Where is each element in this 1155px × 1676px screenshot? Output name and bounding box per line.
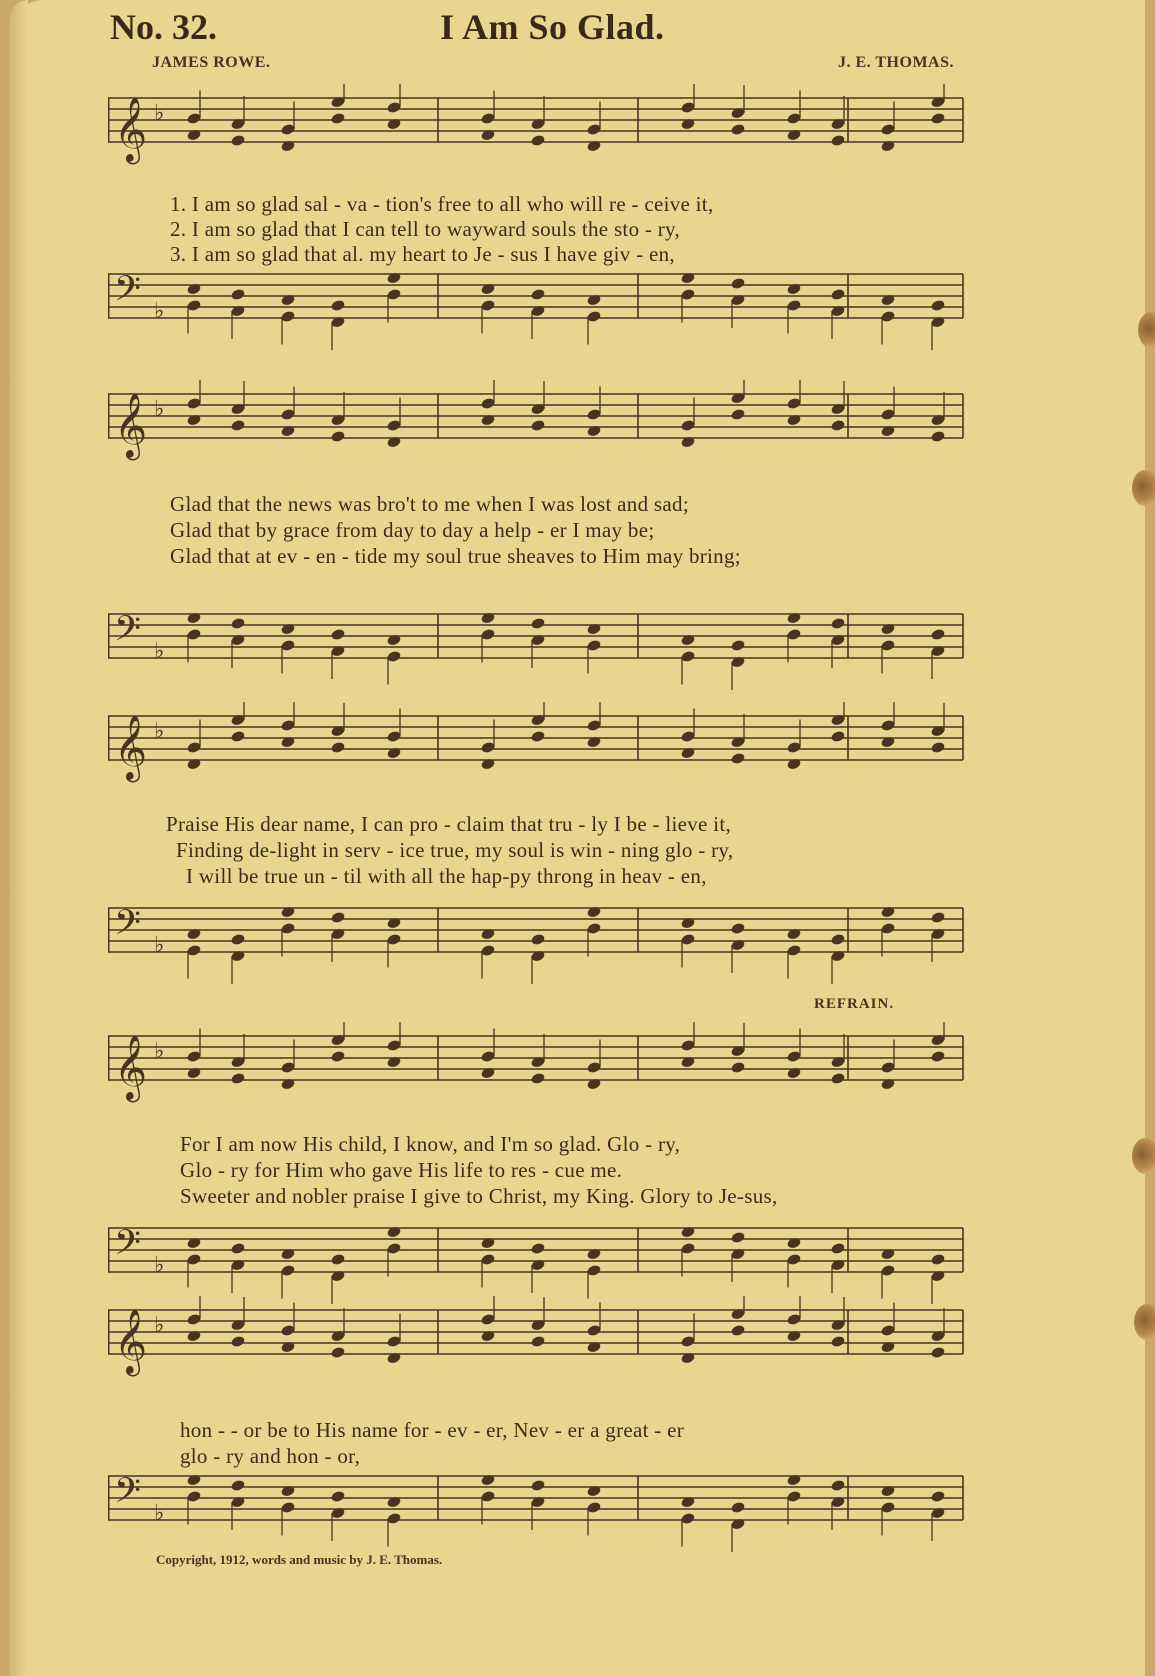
lyric-line-4-1: For I am now His child, I know, and I'm so glad. Glo - ry, bbox=[180, 1132, 681, 1156]
bass-staff bbox=[108, 600, 1038, 690]
svg-text:𝄢: 𝄢 bbox=[114, 902, 142, 951]
svg-text:♭: ♭ bbox=[154, 1039, 165, 1064]
svg-text:𝄞: 𝄞 bbox=[114, 1309, 148, 1374]
hymn-number: No. 32. bbox=[110, 7, 217, 47]
lyric-line-5-2: glo - ry and hon - or, bbox=[180, 1444, 361, 1468]
lyric-line-1-1: 1. I am so glad sal - va - tion's free to all who will re - ceive it, bbox=[170, 192, 714, 216]
copyright-notice: Copyright, 1912, words and music by J. E. Thomas. bbox=[156, 1552, 443, 1567]
svg-text:𝄞: 𝄞 bbox=[114, 1035, 148, 1100]
lyric-line-4-3: Sweeter and nobler praise I give to Christ, my King. Glory to Je-sus, bbox=[180, 1184, 778, 1208]
lyric-line-2-2: Glad that by grace from day to day a help - er I may be; bbox=[170, 518, 655, 542]
lyric-line-2-3: Glad that at ev - en - tide my soul true sheaves to Him may bring; bbox=[170, 544, 741, 568]
bass-staff bbox=[108, 1462, 1038, 1552]
lyric-line-1-2: 2. I am so glad that I can tell to wayward souls the sto - ry, bbox=[170, 217, 681, 241]
svg-text:𝄞: 𝄞 bbox=[114, 393, 148, 458]
svg-text:𝄢: 𝄢 bbox=[114, 608, 142, 657]
treble-staff bbox=[108, 380, 1038, 470]
title-row bbox=[100, 6, 1060, 50]
lyric-line-1-3: 3. I am so glad that al. my heart to Je - sus I have giv - en, bbox=[170, 242, 675, 266]
binding-hole bbox=[1132, 1138, 1155, 1174]
bass-staff bbox=[108, 1214, 1038, 1304]
svg-text:♭: ♭ bbox=[154, 639, 165, 664]
treble-staff bbox=[108, 1022, 1038, 1112]
svg-text:♭: ♭ bbox=[154, 719, 165, 744]
svg-text:𝄢: 𝄢 bbox=[114, 268, 142, 317]
svg-text:♭: ♭ bbox=[154, 933, 165, 958]
svg-text:♭: ♭ bbox=[154, 1501, 165, 1526]
lyric-line-5-1: hon - - or be to His name for - ev - er, Nev - er a great - er bbox=[180, 1418, 685, 1442]
hymn-title: I Am So Glad. bbox=[440, 7, 665, 47]
author-words: JAMES ROWE. bbox=[152, 54, 271, 71]
svg-text:♭: ♭ bbox=[154, 299, 165, 324]
svg-text:♭: ♭ bbox=[154, 1313, 165, 1338]
svg-text:𝄢: 𝄢 bbox=[114, 1470, 142, 1519]
lyric-line-3-3: I will be true un - til with all the hap-py throng in heav - en, bbox=[186, 864, 707, 888]
bass-staff bbox=[108, 260, 1038, 350]
svg-text:𝄢: 𝄢 bbox=[114, 1222, 142, 1271]
svg-text:𝄞: 𝄞 bbox=[114, 715, 148, 780]
binding-hole bbox=[1132, 470, 1155, 506]
svg-text:𝄞: 𝄞 bbox=[114, 97, 148, 162]
svg-text:♭: ♭ bbox=[154, 397, 165, 422]
refrain-label: REFRAIN. bbox=[814, 996, 895, 1012]
treble-staff bbox=[108, 84, 1038, 174]
lyric-line-2-1: Glad that the news was bro't to me when I was lost and sad; bbox=[170, 492, 689, 516]
treble-staff bbox=[108, 1296, 1038, 1386]
lyric-line-4-2: Glo - ry for Him who gave His life to res - cue me. bbox=[180, 1158, 623, 1182]
svg-text:♭: ♭ bbox=[154, 1253, 165, 1278]
svg-text:♭: ♭ bbox=[154, 101, 165, 126]
binding-hole bbox=[1134, 1304, 1155, 1340]
treble-staff bbox=[108, 702, 1038, 792]
author-music: J. E. THOMAS. bbox=[838, 54, 954, 71]
bass-staff bbox=[108, 894, 1038, 984]
page-edge-shading bbox=[10, 0, 28, 1676]
lyric-line-3-2: Finding de-light in serv - ice true, my soul is win - ning glo - ry, bbox=[176, 838, 734, 862]
lyric-line-3-1: Praise His dear name, I can pro - claim that tru - ly I be - lieve it, bbox=[166, 812, 732, 836]
